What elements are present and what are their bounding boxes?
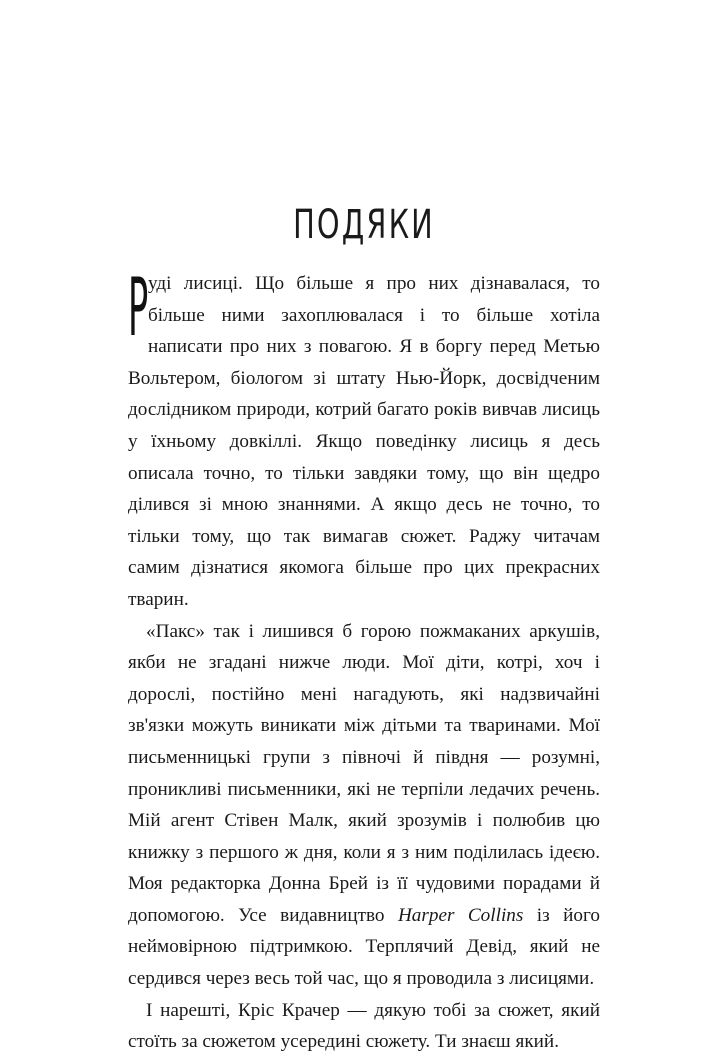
page-title: ПОДЯКИ	[293, 202, 435, 248]
paragraph-2	[128, 616, 600, 995]
paragraph-1	[128, 261, 600, 616]
paragraph-2-text-before: «Пакс» так і лишився б горою пожмаканих аркушів, якби не згадані нижче люди. Мої діти, котрі, хоч і дорослі, постійно мені нагадують, які надзвичайні зв'язки можуть виникати між дітьми та тваринами. Мої письменницькі групи з півночі й півдня — розумні, проникливі письменники, які не терпіли ледачих речень. Мій агент Стівен Малк, який зрозумів і полюбив цю книжку з першого ж дня, коли я з ним поділилась ідеєю. Моя редакторка Донна Брей із її чудовими порадами й допомогою. Усе видавництво	[128, 620, 600, 926]
paragraph-1-text: уді лисиці. Що більше я про них дізнавалася, то більше ними захоплювалася і то більше хотіла написати про них з повагою. Я в боргу перед Метью Вольтером, біологом зі штату Нью-Йорк, досвідченим дослідником природи, котрий багато років вивчав лисиць у їхньому довкіллі. Якщо поведінку лисиць я десь описала точно, то тільки завдяки тому, що він щедро ділився зі мною знаннями. А якщо десь не точно, то тільки тому, що так вимагав сюжет. Раджу читачам самим дізнатися якомога більше про цих прекрасних тварин.	[128, 273, 600, 610]
acknowledgements-text	[128, 261, 600, 1058]
publisher-name: Harper Collins	[397, 904, 524, 926]
drop-cap: Р	[128, 261, 149, 354]
paragraph-2-text-after: із його неймовірною підтримкою. Терплячий Девід, який не сердився через весь той час, що я проводила з лисицями.	[128, 904, 600, 990]
paragraph-3: І нарешті, Кріс Крачер — дякую тобі за сюжет, який стоїть за сюжетом усередині сюжету. Ти знаєш який.	[128, 999, 600, 1053]
